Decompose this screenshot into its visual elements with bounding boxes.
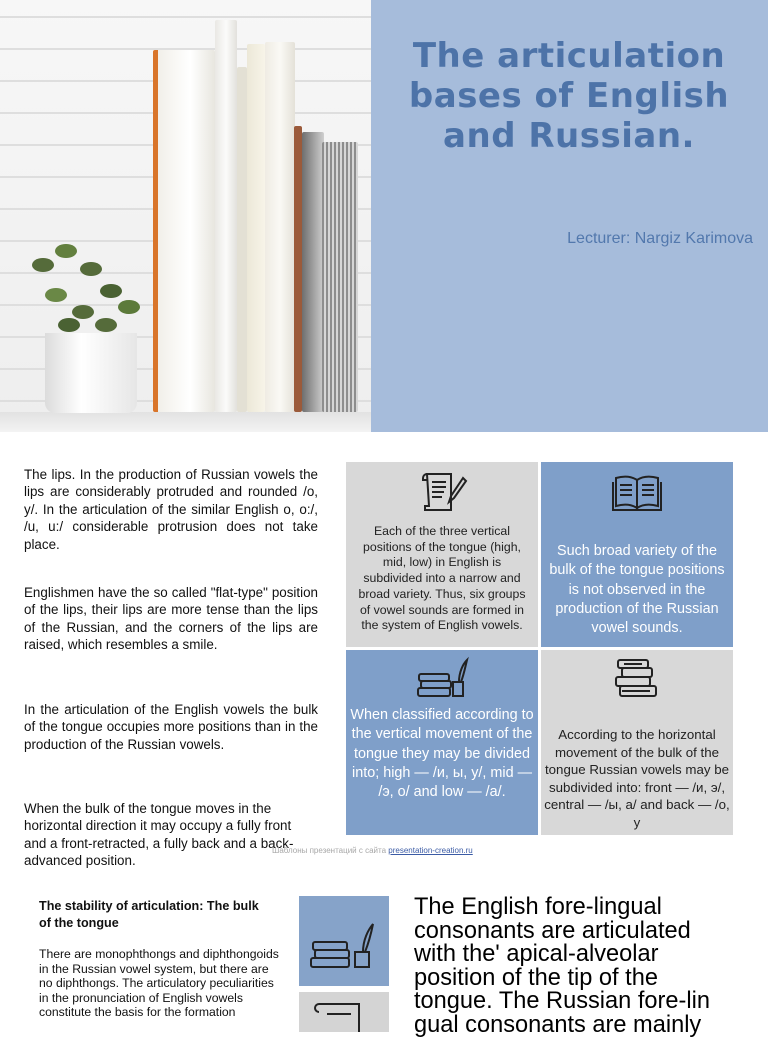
grid-cell-english-positions [346,462,538,647]
grid-cell-text: When classified according to the vertical movement of the tongue they may be divided into; high — /и, ы, у/, mid — /э, о/ and low — /а/. [350,707,534,801]
leaf [95,318,117,332]
lecturer-name: Lecturer: Nargiz Karimova [567,230,753,247]
icon-tile [299,896,389,986]
books-inkwell-icon [415,652,469,700]
icon-tile [299,992,389,1032]
paragraph-english-vowels: In the articulation of the English vowels the bulk of the tongue occupies more positions than in the production of the Russian vowels. [24,702,318,752]
book [215,20,237,412]
book [237,67,247,412]
scroll-quill-icon [415,466,469,520]
grid-cell-vertical-classification [346,650,538,835]
paragraph-flat-type: Englishmen have the so called "flat-type" position of the lips, their lips are more tense than the lips of the Russian, and the corners of the lips are raised, which resembles a smile. [24,585,318,653]
plant-pot [45,333,137,413]
source-footer-link[interactable]: presentation-creation.ru [388,846,473,855]
book [302,132,324,412]
leaf [55,244,77,258]
grid-cell-text: Such broad variety of the bulk of the tongue positions is not observed in the production of the Russian vowel sounds. [549,543,725,637]
cover-photo [0,0,371,432]
source-footer-prefix: Шаблоны презентаций с сайта [272,846,387,855]
source-footer [272,846,473,855]
fore-lingual-consonants-text: The English fore-lingual consonants are articulated with the' apical-alveolar position of the tip of the tongue. The Russian fore-lin gual consonants are mainly [414,894,710,1038]
shelf [0,412,371,432]
paragraph-horizontal: When the bulk of the tongue moves in the horizontal direction it may occupy a fully front and a front-retracted, a fully back and a back-advanced position. [24,801,294,869]
book [294,126,302,412]
book [247,44,265,412]
info-grid [346,462,735,836]
scroll-icon [299,992,389,1032]
open-book-icon [610,470,664,516]
section-body: There are monophthongs and diphthongoids in the Russian vowel system, but there are no diphthongs. The articulatory peculiarities in the pronunciation of English vowels constitute the basis for the formation [39,947,279,1019]
grid-cell-horizontal-classification [541,650,733,835]
leaf [118,300,140,314]
grid-cell-russian-variety [541,462,733,647]
grid-cell-text: Each of the three vertical positions of the tongue (high, mid, low) in English is subdivided into a narrow and broad variety. Thus, six groups of vowel sounds are formed in the system of English vowels. [358,524,526,633]
leaf [72,305,94,319]
books-inkwell-icon [299,896,389,986]
book [153,50,215,412]
book [322,142,358,412]
book-stack-icon [610,654,664,706]
grid-cell-text: According to the horizontal movement of the bulk of the tongue Russian vowels may be subdivided into: front — /и, э/, central — /ы, а/ and back — /о, у [544,727,730,830]
leaf [32,258,54,272]
leaf [58,318,80,332]
section-heading: The stability of articulation: The bulk of the tongue [39,899,259,930]
leaf [100,284,122,298]
leaf [80,262,102,276]
book [265,42,295,412]
paragraph-lips: The lips. In the production of Russian vowels the lips are considerably protruded and rounded /o, у/. In the articulation of the similar English o, o:/, /u, u:/ considerable protrusion does not take place. [24,467,318,552]
leaf [45,288,67,302]
presentation-title: The articulation bases of English and Russian. [408,36,730,156]
